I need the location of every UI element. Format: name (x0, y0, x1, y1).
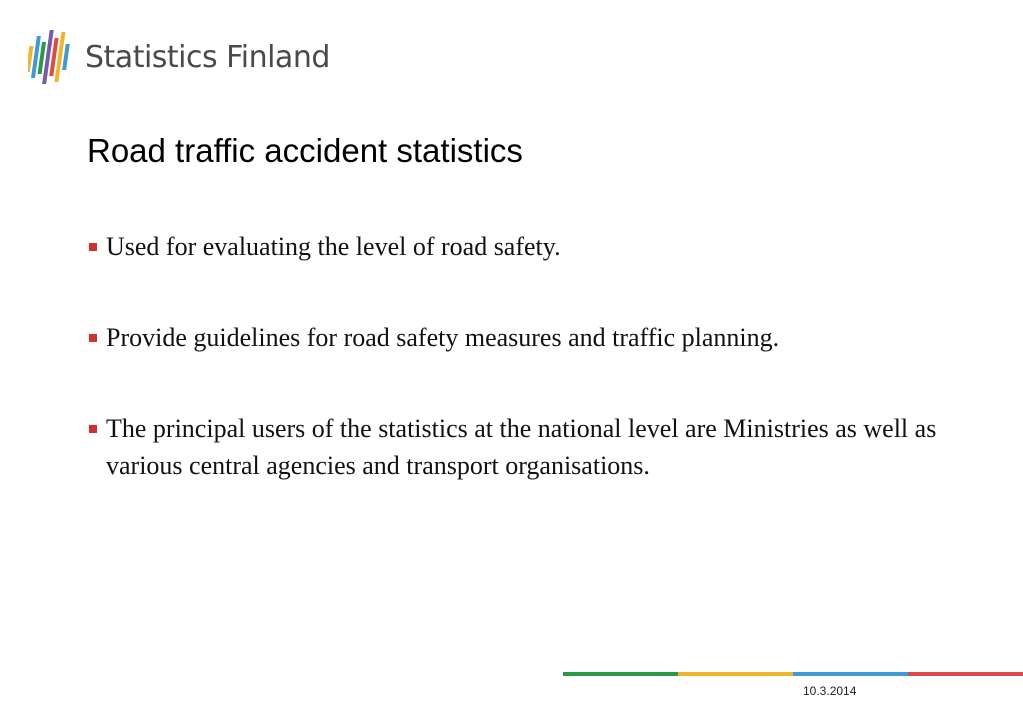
bullet-text: The principal users of the statistics at the national level are Ministries as well as various central agencies and transport organisations. (106, 414, 937, 480)
bullet-marker-icon (89, 243, 97, 251)
logo-bar (62, 44, 70, 70)
list-item (87, 228, 947, 265)
footer-bar (908, 672, 1023, 676)
bullet-marker-icon (89, 334, 97, 342)
statistics-finland-logo-icon (28, 28, 78, 86)
bullet-list (87, 228, 947, 484)
footer-bar (563, 672, 678, 676)
logo-text: Statistics Finland (85, 40, 330, 75)
footer-bar (793, 672, 908, 676)
logo (28, 28, 358, 86)
bullet-marker-icon (89, 425, 97, 433)
bullet-text: Used for evaluating the level of road safety. (106, 232, 561, 261)
list-item (87, 319, 947, 356)
footer-bar (678, 672, 793, 676)
footer-date: 10.3.2014 (803, 684, 857, 698)
bullet-text: Provide guidelines for road safety measures and traffic planning. (106, 323, 780, 352)
list-item (87, 410, 947, 484)
footer-color-bars (563, 672, 1023, 676)
page-title: Road traffic accident statistics (87, 132, 523, 169)
